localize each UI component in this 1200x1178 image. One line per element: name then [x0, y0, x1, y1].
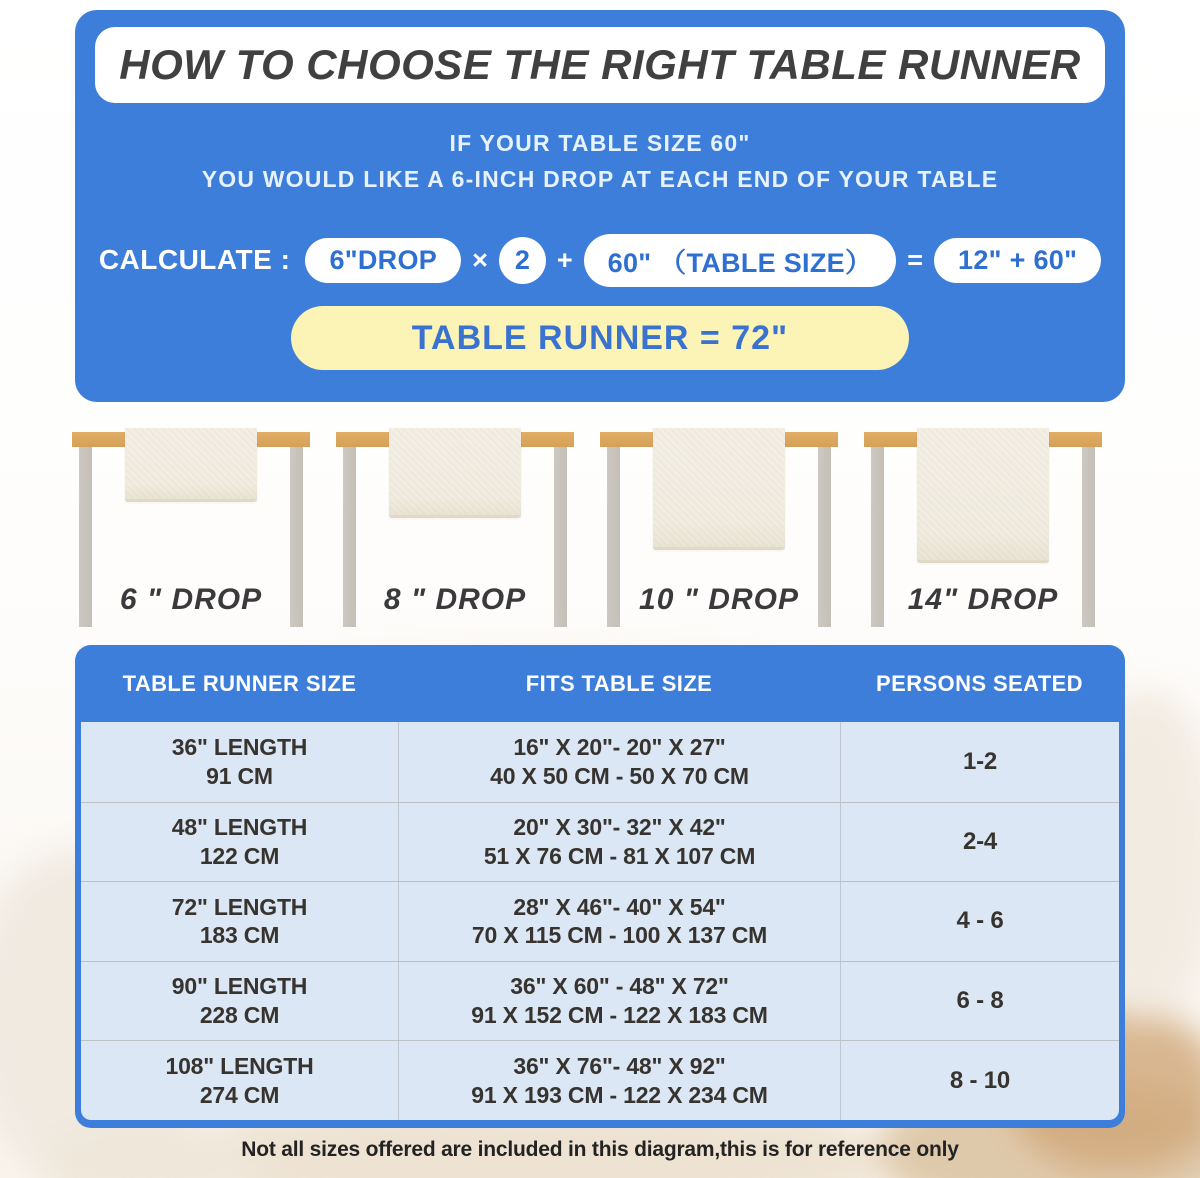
- cell-fits-table: [398, 802, 840, 882]
- runner-size-inches: 90" LENGTH: [171, 973, 308, 1000]
- persons-seated: 6 - 8: [956, 987, 1004, 1015]
- fits-size-cm: 51 X 76 CM - 81 X 107 CM: [483, 842, 756, 869]
- table-runner-illustration: [125, 428, 257, 502]
- plus-sign: +: [556, 244, 573, 275]
- drop-value-pill: 6"DROP: [305, 238, 461, 283]
- cell-fits-table: [398, 881, 840, 961]
- runner-size-inches: 36" LENGTH: [171, 734, 308, 761]
- instructions-panel: [75, 10, 1125, 402]
- fits-size-cm: 91 X 152 CM - 122 X 183 CM: [471, 1002, 768, 1029]
- cell-runner-size: [81, 802, 398, 882]
- fits-size-inches: 20" X 30"- 32" X 42": [513, 814, 726, 841]
- cell-runner-size: [81, 1040, 398, 1120]
- cell-persons: [840, 722, 1119, 802]
- persons-seated: 2-4: [962, 827, 998, 855]
- drop-label: 6 " DROP: [119, 583, 263, 616]
- fits-size-cm: 91 X 193 CM - 122 X 234 CM: [471, 1081, 768, 1108]
- drop-label: 10 " DROP: [639, 583, 799, 616]
- cell-persons: [840, 1040, 1119, 1120]
- drop-example-6in: [72, 420, 310, 635]
- equals-sign: =: [907, 244, 924, 275]
- drop-example-8in: [336, 420, 574, 635]
- cell-persons: [840, 881, 1119, 961]
- fits-size-inches: 28" X 46"- 40" X 54": [513, 893, 726, 920]
- runner-size-inches: 108" LENGTH: [165, 1052, 314, 1079]
- runner-size-cm: 274 CM: [199, 1081, 280, 1108]
- title-banner: [95, 27, 1105, 103]
- times-sign: ×: [472, 244, 488, 275]
- drop-label: 14" DROP: [907, 583, 1059, 616]
- cell-runner-size: [81, 881, 398, 961]
- drop-example-14in: [864, 420, 1102, 635]
- drop-example-10in: [600, 420, 838, 635]
- fits-size-inches: 36" X 76"- 48" X 92": [513, 1052, 726, 1079]
- calculation-row: [75, 236, 1125, 284]
- size-chart-panel: [75, 645, 1125, 1128]
- calculate-label: CALCULATE :: [98, 244, 291, 275]
- intro-line-2: YOU WOULD LIKE A 6-INCH DROP AT EACH END OF YOUR TABLE: [201, 166, 999, 192]
- column-header-runner-size: TABLE RUNNER SIZE: [122, 670, 357, 696]
- cell-fits-table: [398, 961, 840, 1041]
- result-pill: TABLE RUNNER = 72": [291, 306, 909, 370]
- column-header-fits-table: FITS TABLE SIZE: [525, 670, 713, 696]
- runner-size-inches: 72" LENGTH: [171, 893, 308, 920]
- cell-persons: [840, 961, 1119, 1041]
- size-chart-body: [81, 722, 1119, 1120]
- persons-seated: 8 - 10: [949, 1066, 1011, 1094]
- runner-size-inches: 48" LENGTH: [171, 814, 308, 841]
- runner-size-cm: 228 CM: [199, 1002, 280, 1029]
- drop-label: 8 " DROP: [383, 583, 527, 616]
- sum-pill: 12" + 60": [934, 238, 1101, 283]
- fits-size-inches: 16" X 20"- 20" X 27": [513, 734, 726, 761]
- cell-persons: [840, 802, 1119, 882]
- multiplier-circle: 2: [499, 237, 546, 284]
- persons-seated: 4 - 6: [956, 907, 1004, 935]
- reference-disclaimer: Not all sizes offered are included in this diagram,this is for reference only: [241, 1138, 959, 1161]
- drop-examples-row: [72, 420, 1128, 635]
- fits-size-cm: 40 X 50 CM - 50 X 70 CM: [490, 762, 749, 789]
- column-header-persons: PERSONS SEATED: [876, 670, 1083, 696]
- cell-runner-size: [81, 961, 398, 1041]
- cell-fits-table: [398, 1040, 840, 1120]
- page-title: HOW TO CHOOSE THE RIGHT TABLE RUNNER: [119, 41, 1081, 88]
- table-runner-illustration: [653, 428, 785, 550]
- size-chart-header: [81, 645, 1119, 722]
- table-runner-illustration: [389, 428, 521, 518]
- fits-size-cm: 70 X 115 CM - 100 X 137 CM: [471, 922, 768, 949]
- persons-seated: 1-2: [962, 747, 998, 775]
- table-size-pill: 60" （TABLE SIZE）: [584, 234, 897, 287]
- intro-line-1: IF YOUR TABLE SIZE 60": [449, 130, 751, 156]
- runner-size-cm: 183 CM: [199, 922, 280, 949]
- cell-fits-table: [398, 722, 840, 802]
- runner-size-cm: 91 CM: [206, 762, 273, 789]
- table-runner-illustration: [917, 428, 1049, 563]
- cell-runner-size: [81, 722, 398, 802]
- fits-size-inches: 36" X 60" - 48" X 72": [510, 973, 729, 1000]
- runner-size-cm: 122 CM: [199, 842, 280, 869]
